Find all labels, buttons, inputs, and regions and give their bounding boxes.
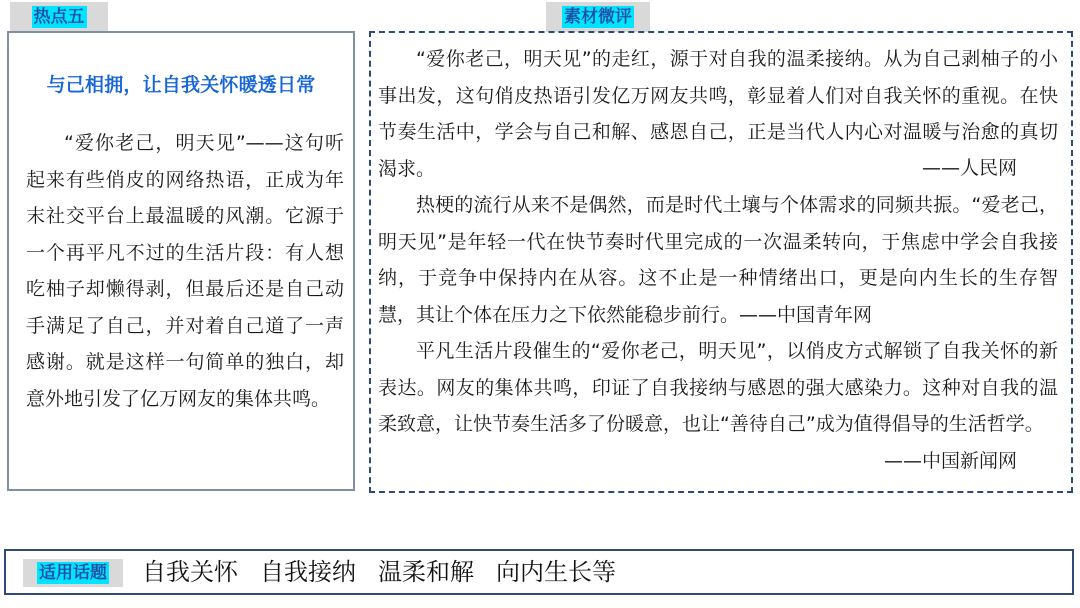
review-panel xyxy=(369,31,1073,493)
review-paragraph-1: “爱你老己，明天见”的走红，源于对自我的温柔接纳。从为自己剥柚子的小事出发，这句俏皮热语引发亿万网友共鸣，彰显着人们对自我关怀的重视。在快节奏生活中，学会与自己和解、感恩自己，正是当代人内心对温暖与治愈的真切渴求。 xyxy=(378,48,1058,180)
review-source-3: ——中国新闻网 xyxy=(883,450,1017,472)
review-paragraph-2: 热梗的流行从来不是偶然，而是时代土壤与个体需求的同频共振。“爱老己，明天见”是年轻一代在快节奏时代里完成的一次温柔转向，于焦虑中学会自我接纳，于竞争中保持内在从容。这不止是一种情绪出口，更是向内生长的生存智慧，其让个体在压力之下依然能稳步前行。——中国青年网 xyxy=(378,194,1058,326)
hotspot-body: “爱你老己，明天见”——这句听起来有些俏皮的网络热语，正成为年末社交平台上最温暖的风潮。它源于一个再平凡不过的生活片段：有人想吃柚子却懒得剥，但最后还是自己动手满足了自己，并对着自己道了一声感谢。就是这样一句简单的独白，却意外地引发了亿万网友的集体共鸣。 xyxy=(26,132,344,410)
topic-item: 自我关怀 xyxy=(142,558,238,586)
hotspot-title: 与己相拥，让自我关怀暖透日常 xyxy=(46,74,316,96)
hotspot-tag-label: 热点五 xyxy=(33,7,85,27)
topic-item: 向内生长等 xyxy=(496,558,616,586)
review-tag-label: 素材微评 xyxy=(564,7,632,27)
topics-bar xyxy=(4,549,1074,595)
review-tag xyxy=(546,2,650,32)
review-paragraph-3: 平凡生活片段催生的“爱你老己，明天见”，以俏皮方式解锁了自我关怀的新表达。网友的集体共鸣，印证了自我接纳与感恩的强大感染力。这种对自我的温柔致意，让快节奏生活多了份暖意，也让“善待自己”成为值得倡导的生活哲学。 xyxy=(378,340,1058,435)
topics-list xyxy=(142,551,616,593)
review-source-1: ——人民网 xyxy=(921,157,1017,179)
topics-tag-label: 适用话题 xyxy=(39,563,107,583)
hotspot-tag xyxy=(10,2,108,32)
hotspot-panel xyxy=(7,31,355,491)
topic-item: 温柔和解 xyxy=(378,558,474,586)
topics-tag xyxy=(23,559,123,587)
topic-item: 自我接纳 xyxy=(260,558,356,586)
